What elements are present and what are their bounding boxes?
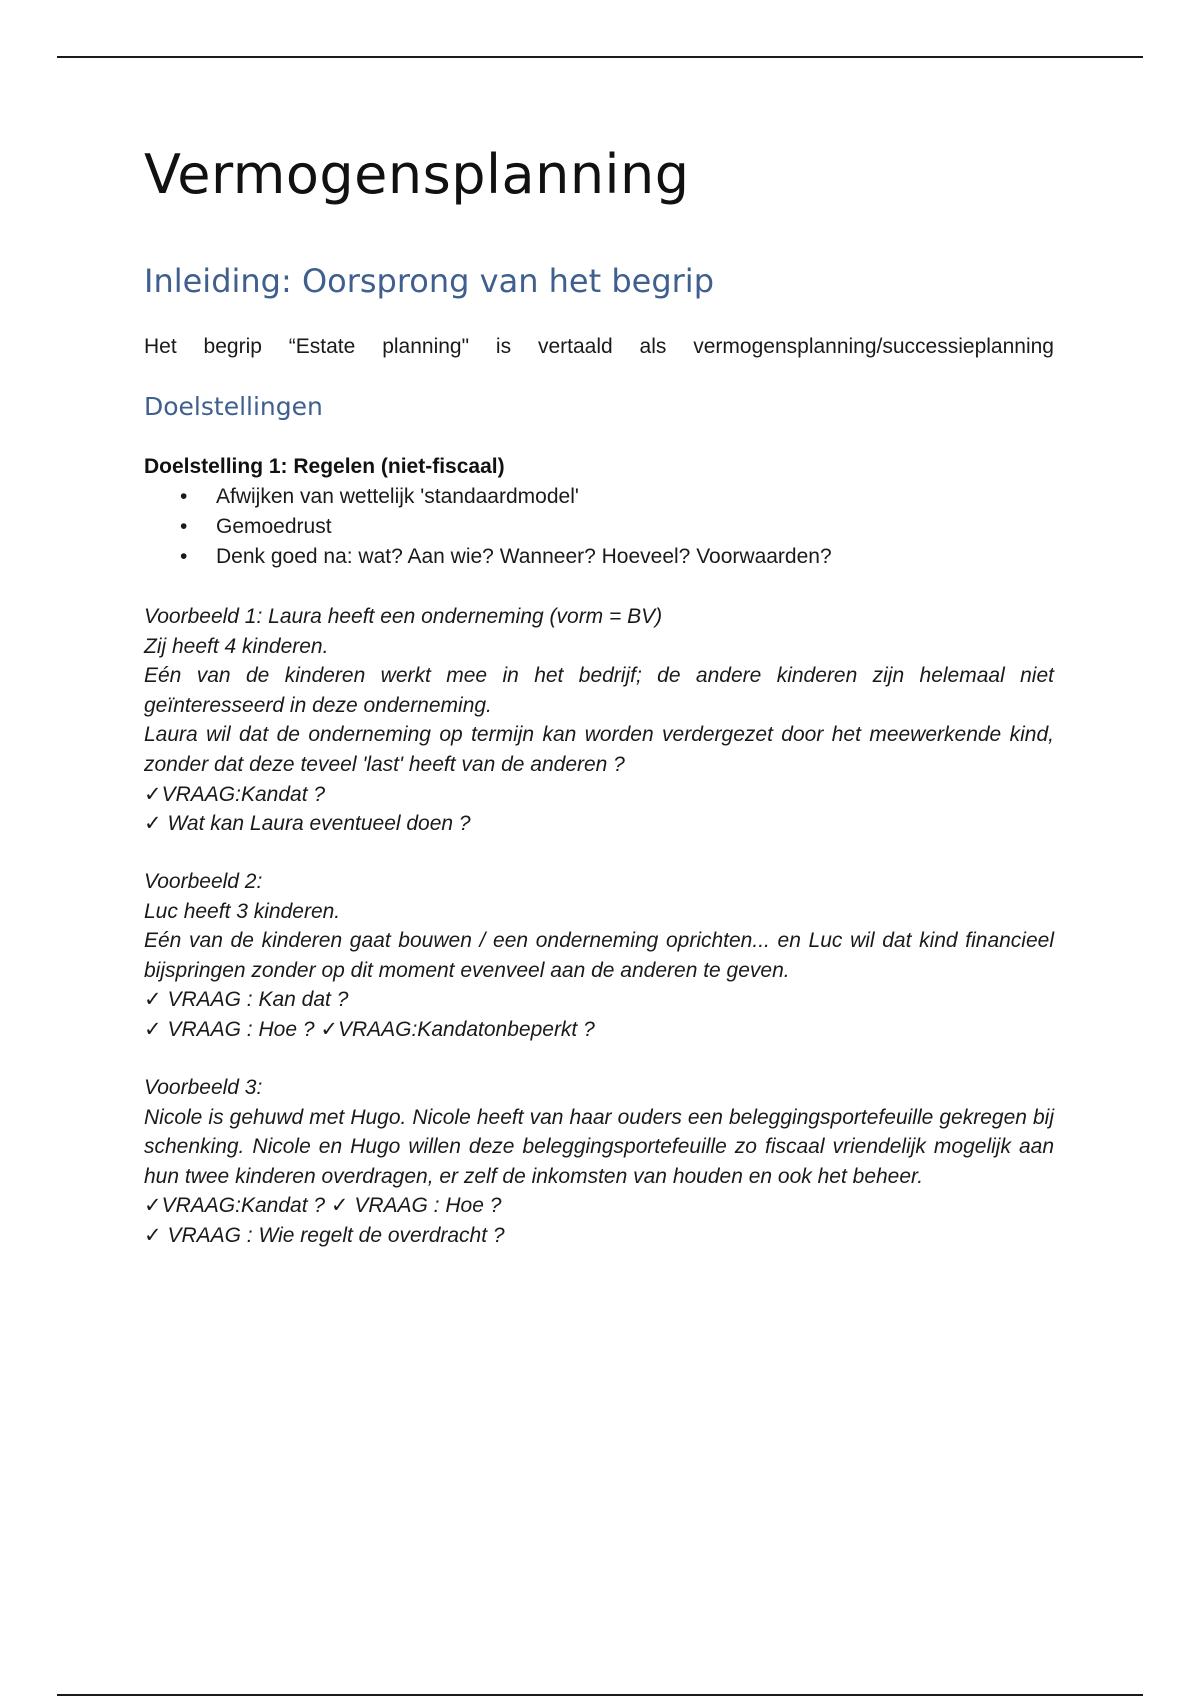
example-2-line: Eén van de kinderen gaat bouwen / een onderneming oprichten... en Luc wil dat kind financieel bijspringen zonder op dit moment evenveel aan de anderen te geven. [144,929,1054,982]
checkmark-icon: ✓ [144,782,162,806]
question-text: VRAAG:Kandatonbeperkt ? [337,1017,595,1041]
example-1-line: Eén van de kinderen werkt mee in het bedrijf; de andere kinderen zijn helemaal niet geïnteresseerd in deze onderneming. [144,664,1054,717]
example-3-question [144,1221,1054,1251]
list-item-text: Gemoedrust [216,515,332,538]
goal-1-section [144,452,1054,572]
checkmark-icon: ✓ [144,812,162,836]
question-text: VRAAG:Kandat ? [161,782,326,806]
question-text: VRAAG : Hoe ? [161,1017,321,1041]
example-1-heading: Voorbeeld 1: Laura heeft een onderneming (vorm = BV) [144,605,663,628]
question-text: VRAAG : Kan dat ? [161,988,349,1012]
example-3 [144,1073,1054,1251]
question-text: VRAAG : Wie regelt de overdracht ? [161,1223,505,1247]
goal-1-list [144,482,1054,572]
goals-heading: Doelstellingen [144,392,323,421]
goal-1-title: Doelstelling 1: Regelen (niet-fiscaal) [144,455,505,478]
document-body [144,140,1054,1247]
example-2-line: Luc heeft 3 kinderen. [144,899,341,923]
checkmark-icon: ✓ [144,988,162,1012]
list-item [144,482,1054,512]
example-2-question [144,1015,1054,1045]
bullet-icon: • [180,515,188,538]
example-1-question [144,780,1054,810]
checkmark-icon: ✓ [144,1223,162,1247]
intro-paragraph: Het begrip “Estate planning" is vertaald als vermogensplanning/successieplanning [144,335,1054,358]
example-3-question [144,1191,1054,1221]
list-item [144,512,1054,542]
example-1 [144,602,1054,839]
intro-heading: Inleiding: Oorsprong van het begrip [144,262,714,300]
example-1-question [144,809,1054,839]
checkmark-icon: ✓ [330,1194,349,1218]
document-title: Vermogensplanning [144,143,690,206]
bullet-icon: • [180,485,188,508]
checkmark-icon: ✓ [144,1194,162,1218]
question-text: VRAAG:Kandat ? [161,1194,331,1218]
example-3-heading: Voorbeeld 3: [144,1076,263,1099]
bullet-icon: • [180,545,188,568]
example-2-question [144,985,1054,1015]
list-item [144,542,1054,572]
bottom-rule [57,1694,1143,1696]
checkmark-icon: ✓ [144,1017,162,1041]
list-item-text: Denk goed na: wat? Aan wie? Wanneer? Hoeveel? Voorwaarden? [216,545,832,568]
top-rule [57,56,1143,58]
example-2 [144,867,1054,1045]
question-text: VRAAG : Hoe ? [348,1194,502,1218]
example-1-line: Zij heeft 4 kinderen. [144,634,329,658]
example-3-line: Nicole is gehuwd met Hugo. Nicole heeft van haar ouders een beleggingsportefeuille gekregen bij schenking. Nicole en Hugo willen deze beleggingsportefeuille zo fiscaal vriendelijk mogelijk aan hun twee kinderen overdragen, er zelf de inkomsten van houden en ook het beheer. [144,1105,1054,1188]
example-2-heading: Voorbeeld 2: [144,870,263,893]
checkmark-icon: ✓ [320,1017,338,1041]
example-1-line: Laura wil dat de onderneming op termijn kan worden verdergezet door het meewerkende kind, zonder dat deze teveel 'last' heeft van de anderen ? [144,723,1054,776]
question-text: Wat kan Laura eventueel doen ? [161,812,471,836]
list-item-text: Afwijken van wettelijk 'standaardmodel' [216,485,579,508]
